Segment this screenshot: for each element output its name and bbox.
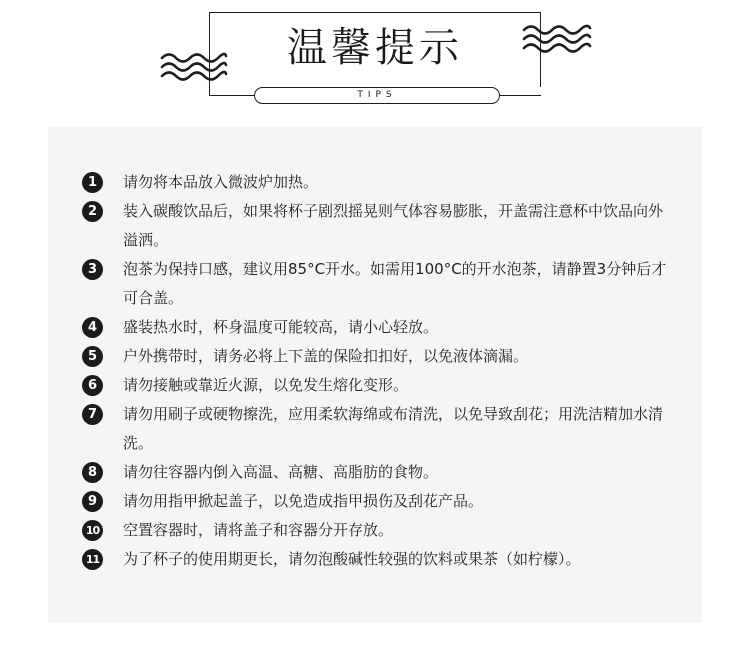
number-badge: 9 <box>82 491 103 512</box>
notice-list <box>82 168 672 574</box>
notice-header <box>0 0 750 120</box>
list-item <box>82 371 672 400</box>
list-item <box>82 197 672 255</box>
number-badge: 10 <box>82 520 103 541</box>
list-item <box>82 313 672 342</box>
notice-text: 装入碳酸饮品后，如果将杯子剧烈摇晃则气体容易膨胀，开盖需注意杯中饮品向外溢洒。 <box>123 202 664 249</box>
notice-text: 请勿往容器内倒入高温、高糖、高脂肪的食物。 <box>123 463 439 481</box>
list-item <box>82 400 672 458</box>
number-badge: 3 <box>82 259 103 280</box>
notice-text: 请勿用指甲掀起盖子，以免造成指甲损伤及刮花产品。 <box>123 492 484 510</box>
notice-text: 请勿用刷子或硬物擦洗，应用柔软海绵或布清洗，以免导致刮花；用洗洁精加水清洗。 <box>123 405 664 452</box>
list-item <box>82 342 672 371</box>
notice-text: 为了杯子的使用期更长，请勿泡酸碱性较强的饮料或果茶（如柠檬）。 <box>123 550 581 568</box>
list-item <box>82 255 672 313</box>
number-badge: 1 <box>82 172 103 193</box>
list-item <box>82 545 672 574</box>
notice-text: 请勿将本品放入微波炉加热。 <box>123 173 319 191</box>
notice-text: 盛装热水时，杯身温度可能较高，请小心轻放。 <box>123 318 439 336</box>
notice-panel <box>48 127 702 623</box>
number-badge: 4 <box>82 317 103 338</box>
notice-text: 户外携带时，请务必将上下盖的保险扣扣好，以免液体滴漏。 <box>123 347 529 365</box>
page-title: 温馨提示 <box>287 25 463 71</box>
notice-text: 请勿接触或靠近火源，以免发生熔化变形。 <box>123 376 409 394</box>
number-badge: 8 <box>82 462 103 483</box>
tips-subtitle: TIPS <box>254 87 500 104</box>
number-badge: 11 <box>82 549 103 570</box>
wave-lines-icon <box>520 22 594 56</box>
notice-text: 泡茶为保持口感，建议用85°C开水。如需用100°C的开水泡茶，请静置3分钟后才可合盖。 <box>123 260 667 307</box>
list-item <box>82 516 672 545</box>
number-badge: 7 <box>82 404 103 425</box>
notice-text: 空置容器时，请将盖子和容器分开存放。 <box>123 521 394 539</box>
list-item <box>82 168 672 197</box>
list-item <box>82 487 672 516</box>
number-badge: 6 <box>82 375 103 396</box>
number-badge: 5 <box>82 346 103 367</box>
list-item <box>82 458 672 487</box>
number-badge: 2 <box>82 201 103 222</box>
